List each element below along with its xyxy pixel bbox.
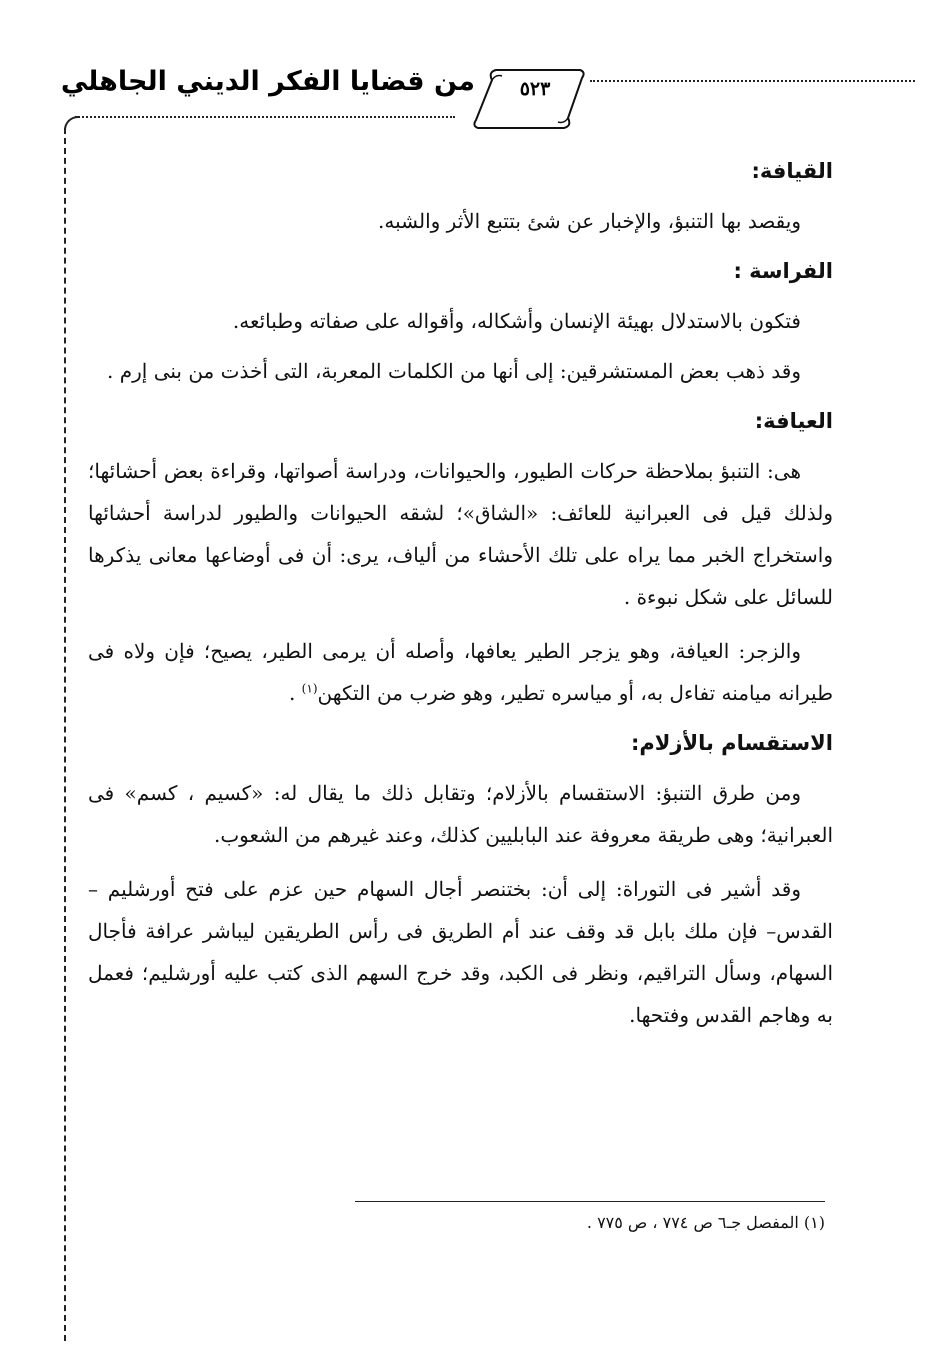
paragraph-iyafa-2-text: والزجر: العيافة، وهو يزجر الطير يعافها، وأصله أن يرمى الطير، يصيح؛ فإن ولاه فى طيرانه ميامنه تفاءل به، أو مياسره تطير، وهو ضرب من التكهن (88, 639, 833, 705)
paragraph-iyafa-1: هى: التنبؤ بملاحظة حركات الطيور، والحيوانات، ودراسة أصواتها، وقراءة بعض أحشائها؛ ولذلك قيل فى العبرانية للعائف: «الشاق»؛ لشقه الحيوانات والطيور لدراسة أحشائها واستخراج الخبر مما يراه على تلك الأحشاء من ألياف، يرى: أن فى أوضاعها معانى يذكرها للسائل على شكل نبوءة . (88, 459, 833, 609)
frame-corner (64, 116, 80, 132)
page-body (88, 150, 833, 1036)
frame-left-rule (64, 128, 66, 1341)
paragraph-istiqsam-1: ومن طرق التنبؤ: الاستقسام بالأزلام؛ وتقابل ذلك ما يقال له: «كسيم ، كسم» فى العبرانية؛ وهى طريقة معروفة عند البابليين كذلك، وعند غيرهم من الشعوب. (88, 781, 833, 847)
paragraph-istiqsam-2: وقد أشير فى التوراة: إلى أن: بختنصر أجال السهام حين عزم على فتح أورشليم – القدس– فإن ملك بابل قد وقف عند أم الطريق فى رأس الطريقين ليباشر عرافة فأجال السهام، وسأل التراقيم، ونظر فى الكبد، وقد خرج السهم الذى كتب عليه أورشليم؛ فعمل به وهاجم القدس وفتحها. (88, 877, 833, 1027)
running-title: من قضايا الفكر الديني الجاهلي (60, 66, 475, 97)
header-dotted-rule (590, 80, 915, 82)
paragraph-firasa-1: فتكون بالاستدلال بهيئة الإنسان وأشكاله، وأقواله على صفاته وطبائعه. (232, 309, 801, 333)
heading-firasa: الفراسة : (733, 259, 833, 283)
heading-iyafa: العيافة: (754, 409, 833, 433)
footnote-rule (355, 1201, 825, 1202)
heading-qiyafa: القيافة: (751, 159, 833, 183)
frame-top-rule (75, 116, 455, 118)
paragraph-firasa-2: وقد ذهب بعض المستشرقين: إلى أنها من الكلمات المعربة، التى أخذت من بنى إرم . (107, 359, 801, 383)
paragraph-iyafa-2 (88, 630, 833, 714)
footnote-ref: (١) (301, 681, 318, 696)
page-number: ٥٢٣ (519, 78, 551, 100)
footnote: (١) المفصل جـ٦ ص ٧٧٤ ، ص ٧٧٥ . (586, 1213, 825, 1232)
paragraph-iyafa-2-end: . (288, 681, 296, 705)
paragraph-qiyafa: ويقصد بها التنبؤ، والإخبار عن شئ بتتبع الأثر والشبه. (378, 209, 801, 233)
heading-istiqsam: الاستقسام بالأزلام: (630, 731, 833, 755)
